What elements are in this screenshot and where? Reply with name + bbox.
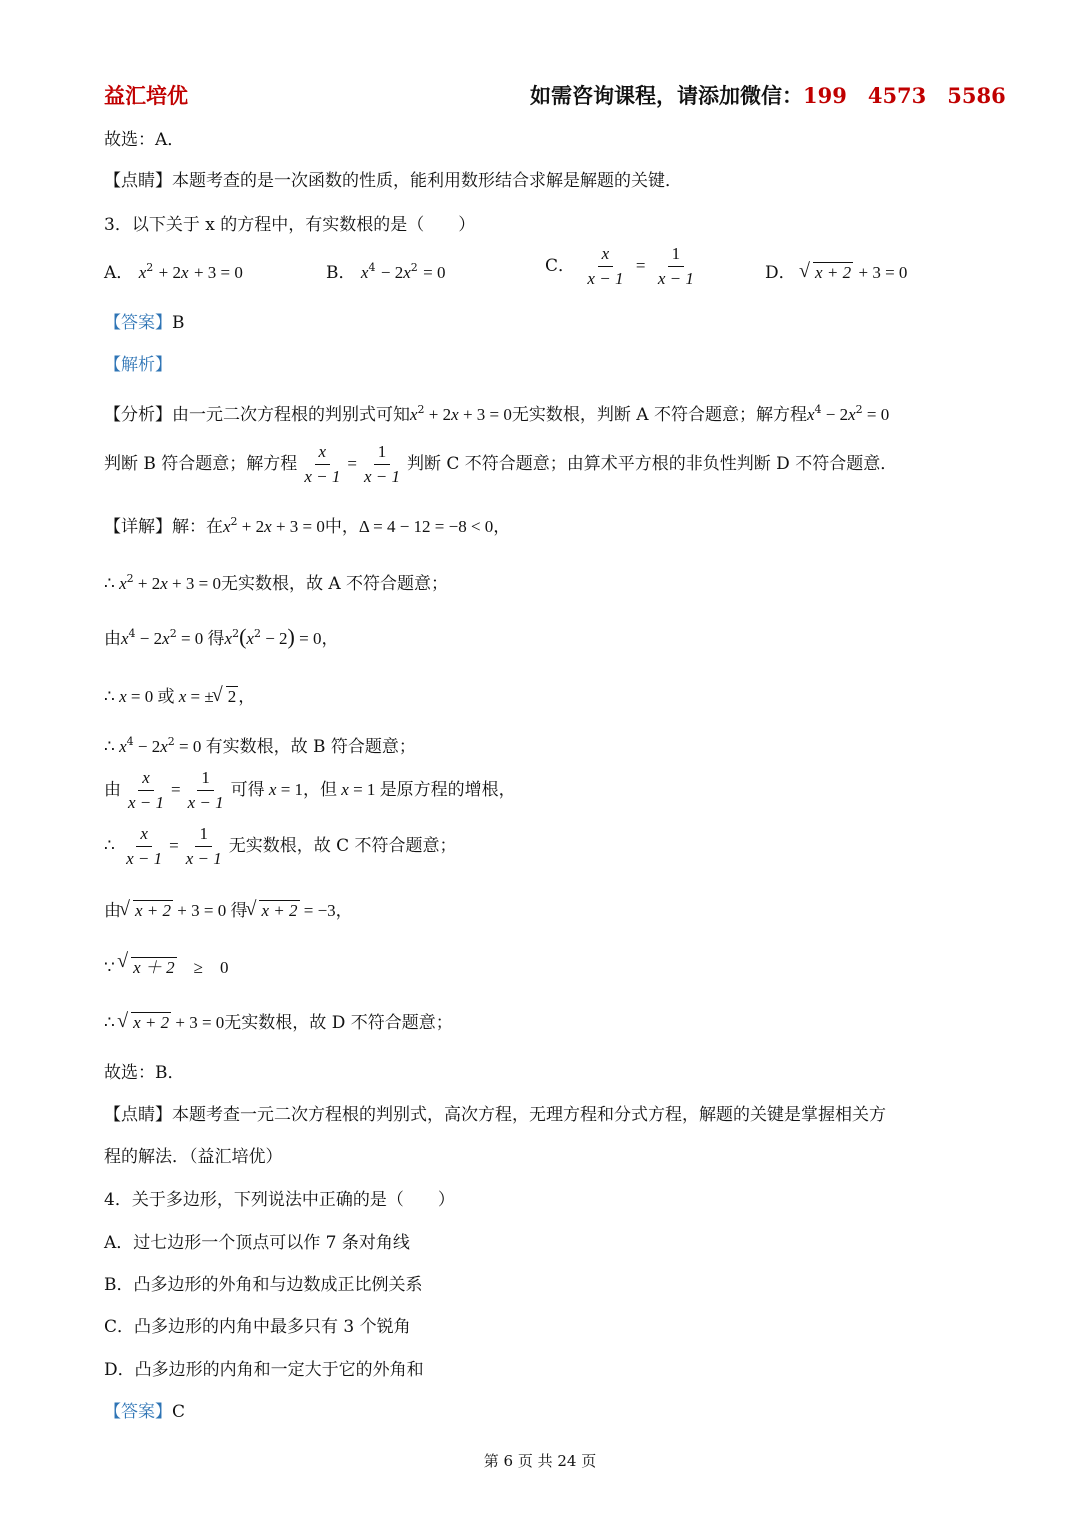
contact-prefix: 如需咨询课程，请添加微信： — [530, 83, 803, 108]
fenxi-line-2: 判断 B 符合题意；解方程 $\frac{x}{x - 1}$ = $\frac{1}{x - 1}$ 判断 C 不符合题意；由算术平方根的非负性判断 D 不符合题意． — [104, 442, 898, 486]
option-4a: A．过七边形一个顶点可以作 7 条对角线 — [104, 1233, 410, 1253]
text: 得 — [207, 629, 225, 649]
label: B． — [326, 263, 356, 283]
text: 判断 B 符合题意；解方程 — [104, 454, 298, 474]
question-4: 4．关于多边形，下列说法中正确的是（ ） — [104, 1190, 455, 1210]
label: A． — [104, 263, 134, 283]
text: 解：在 — [172, 517, 223, 537]
option-3a: A． $x^2 + 2x + 3 = 0$ — [104, 261, 243, 283]
answer-value: B — [172, 313, 185, 333]
answer-tag: 【答案】 — [104, 313, 172, 333]
option-3b: B． $x^4 - 2x^2 = 0$ — [326, 261, 446, 283]
text: 本题考查的是一次函数的性质，能利用数形结合求解是解题的关键． — [172, 171, 682, 191]
step-1: ∴ $x^2 + 2x + 3 = 0$无实数根，故 A 不符合题意； — [104, 572, 449, 594]
brand-header: 益汇培优 — [104, 83, 188, 108]
tag: 【详解】 — [104, 517, 172, 537]
page-footer: 第 6 页 共 24 页 — [483, 1452, 597, 1470]
tag: 【点睛】 — [104, 1105, 172, 1125]
text: 中， — [324, 517, 359, 537]
contact-number: 199 4573 5586 — [803, 83, 1006, 108]
text: 无实数根，判断 A 不符合题意；解方程 — [511, 405, 807, 425]
label: D． — [765, 263, 796, 283]
step-4: ∴ $x^4 - 2x^2 = 0$ 有实数根，故 B 符合题意； — [104, 735, 416, 757]
text: 本题考查一元二次方程根的判别式，高次方程，无理方程和分式方程，解题的关键是掌握相关方 — [172, 1105, 886, 1125]
text: 得 — [230, 901, 248, 921]
text: 可得 — [230, 780, 265, 800]
text: 由 — [104, 780, 121, 800]
text: 有实数根，故 B 符合题意； — [205, 737, 416, 757]
option-3c: C． $\frac{x}{x - 1}$ = $\frac{1}{x - 1}$ — [545, 244, 694, 288]
step-10: 故选：B． — [104, 1063, 185, 1083]
text: ，但 — [303, 780, 338, 800]
dianjing-2 — [104, 1100, 886, 1125]
text: 由 — [104, 629, 121, 649]
option-3d: D． √ x + 2 + 3 = 0 — [765, 258, 907, 283]
option-4d: D．凸多边形的内角和一定大于它的外角和 — [104, 1360, 424, 1380]
option-4b: B．凸多边形的外角和与边数成正比例关系 — [104, 1275, 423, 1295]
line-choose-a: 故选：A． — [104, 130, 185, 150]
line-dianjing-1 — [104, 166, 682, 191]
option-4c: C．凸多边形的内角中最多只有 3 个锐角 — [104, 1317, 411, 1337]
text: 判断 C 不符合题意；由算术平方根的非负性判断 D 不符合题意． — [406, 454, 898, 474]
tag: 【分析】 — [104, 405, 172, 425]
tag: 【点睛】 — [104, 171, 172, 191]
contact-header — [530, 80, 1006, 110]
step-6: ∴ $\frac{x}{x - 1}$ = $\frac{1}{x - 1}$ 无实数根，故 C 不符合题意； — [104, 824, 457, 868]
question-3: 3．以下关于 x 的方程中，有实数根的是（ ） — [104, 215, 476, 235]
step-2: 由$x^4 - 2x^2 = 0$ 得$x^2(x^2 - 2) = 0$， — [104, 624, 339, 649]
analysis-tag: 【解析】 — [104, 355, 172, 375]
label: C． — [545, 256, 576, 276]
text: 无实数根，故 D 不符合题意； — [224, 1013, 453, 1033]
step-5: 由 $\frac{x}{x - 1}$ = $\frac{1}{x - 1}$ 可得 x = 1，但 x = 1 是原方程的增根， — [104, 768, 516, 812]
xiangjie-line: 【详解】解：在$x^2 + 2x + 3 = 0$中，Δ = 4 − 12 = −8 < 0， — [104, 515, 511, 537]
dianjing-2-cont: 程的解法．（益汇培优） — [104, 1147, 283, 1167]
text: 或 — [157, 687, 175, 707]
answer-3 — [104, 308, 185, 333]
text: 无实数根，故 C 不符合题意； — [228, 836, 457, 856]
text: 无实数根，故 A 不符合题意； — [220, 574, 449, 594]
answer-4 — [104, 1397, 185, 1422]
step-8: ∵ √ x ＋ 2 ≥ 0 — [104, 953, 228, 978]
text: 由一元二次方程根的判别式可知 — [172, 405, 410, 425]
step-9: ∴ √ x + 2 + 3 = 0无实数根，故 D 不符合题意； — [104, 1008, 453, 1033]
answer-value: C — [172, 1402, 186, 1422]
step-7: 由√ x + 2 + 3 = 0 得√ x + 2 = −3， — [104, 896, 353, 921]
text: 是原方程的增根， — [379, 780, 516, 800]
answer-tag: 【答案】 — [104, 1402, 172, 1422]
fenxi-line-1: 【分析】由一元二次方程根的判别式可知$x^2 + 2x + 3 = 0$无实数根，判断 A 不符合题意；解方程$x^4 - 2x^2 = 0$ — [104, 403, 890, 425]
text: 由 — [104, 901, 121, 921]
step-3: ∴ x = 0 或 x = ±√ 2 ， — [104, 682, 255, 707]
